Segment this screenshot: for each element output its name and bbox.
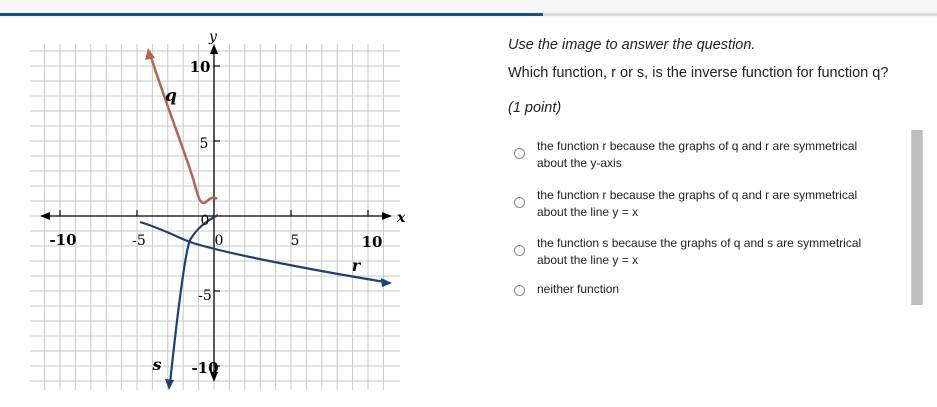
- question-prompt: Which function, r or s, is the inverse function for function q?: [508, 65, 889, 81]
- answer-option-line1: the function s because the graphs of q and s are symmetrical: [537, 236, 862, 250]
- curve-q-label: q: [165, 86, 177, 106]
- progress-fill: [0, 13, 543, 16]
- answer-option-text: [537, 281, 897, 298]
- x-tick-label-10: 10: [361, 233, 383, 251]
- answer-option-line1: the function r because the graphs of q and r are symmetrical: [537, 188, 858, 202]
- curve-r-arrow: [381, 278, 392, 287]
- answer-option-line1: the function r because the graphs of q and r are symmetrical: [537, 139, 858, 153]
- answer-option-1[interactable]: [514, 138, 894, 174]
- answer-option-line2: about the line y = x: [537, 205, 639, 219]
- answer-option-4[interactable]: [514, 281, 894, 303]
- y-axis-arrow-up: [210, 44, 218, 54]
- answer-option-line1: neither function: [537, 282, 620, 296]
- curve-s-arrow: [165, 379, 174, 390]
- question-points: (1 point): [508, 100, 562, 116]
- answer-option-3[interactable]: [514, 235, 894, 271]
- question-panel: [508, 36, 928, 116]
- y-tick-label-neg10: -10: [191, 359, 219, 377]
- axes: [40, 44, 392, 382]
- x-tick-label-0: 0: [214, 233, 224, 249]
- y-tick-label-0: 0: [200, 213, 210, 229]
- scrollbar-thumb[interactable]: [912, 130, 922, 305]
- x-axis-arrow-right: [382, 212, 392, 220]
- progress-bar: [0, 13, 937, 16]
- curve-r-label: r: [351, 256, 361, 275]
- radio-button[interactable]: [514, 285, 525, 296]
- graph-image: [0, 20, 480, 407]
- answer-option-text: [537, 187, 897, 221]
- x-tick-label-neg10: -10: [49, 231, 77, 249]
- radio-button[interactable]: [514, 197, 525, 208]
- curve-s-label: s: [152, 355, 162, 374]
- curve-q-arrow: [145, 48, 155, 60]
- question-instruction: Use the image to answer the question.: [508, 37, 756, 53]
- scrollbar[interactable]: [911, 130, 923, 305]
- x-tick-label-5: 5: [290, 233, 300, 249]
- y-tick-label-5: 5: [199, 136, 209, 152]
- radio-button[interactable]: [514, 148, 525, 159]
- answer-option-line2: about the line y = x: [537, 253, 639, 267]
- y-axis-label: y: [209, 29, 217, 45]
- radio-button[interactable]: [514, 245, 525, 256]
- answer-option-line2: about the y-axis: [537, 156, 622, 170]
- answer-option-text: [537, 138, 897, 172]
- answer-option-2[interactable]: [514, 187, 894, 223]
- top-bar: [0, 0, 937, 18]
- x-axis-label: x: [397, 210, 406, 226]
- answer-option-text: [537, 235, 897, 269]
- y-tick-label-neg5: -5: [198, 288, 212, 304]
- x-tick-label-neg5: -5: [132, 233, 146, 249]
- y-tick-label-10: 10: [189, 58, 211, 76]
